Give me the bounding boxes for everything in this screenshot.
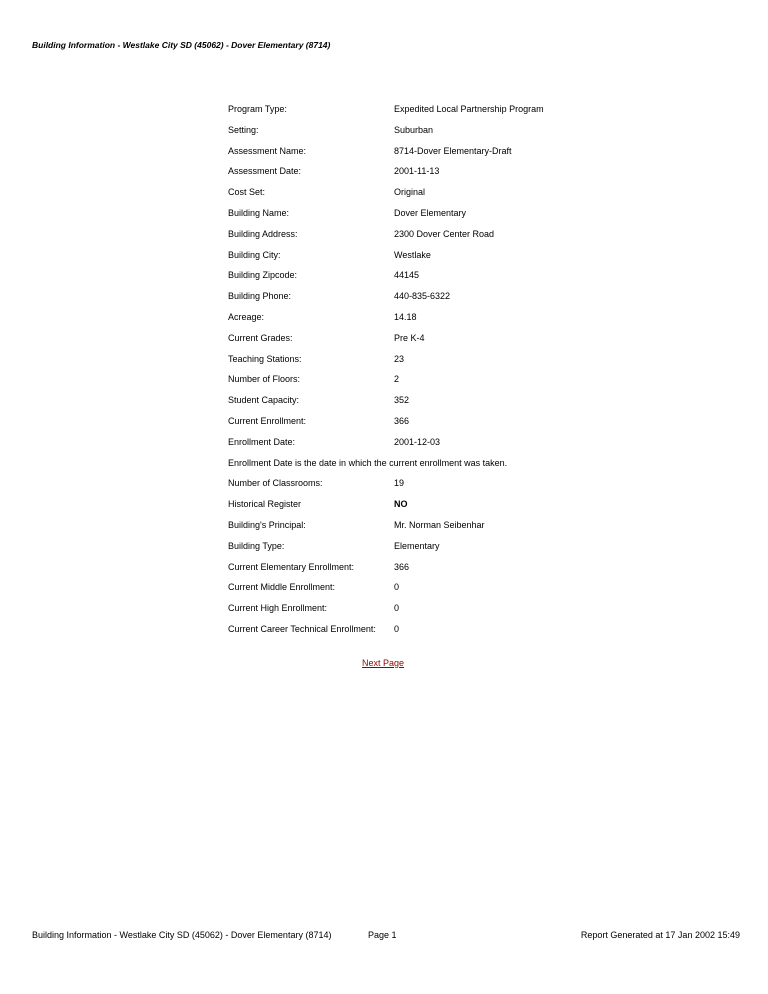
info-value: 2001-11-13 [394,166,440,177]
info-row [228,329,688,350]
info-row [228,495,688,516]
info-row [228,412,688,433]
info-row [228,183,688,204]
info-value: Pre K-4 [394,332,425,343]
info-label: Cost Set: [228,187,266,198]
info-label: Enrollment Date: [228,436,296,447]
info-row [228,100,688,121]
info-label: Building Type: [228,540,285,551]
info-row [228,204,688,225]
info-label: Current Middle Enrollment: [228,582,336,593]
info-row [228,537,688,558]
info-label: Building Phone: [228,291,292,302]
info-label: Current Elementary Enrollment: [228,561,355,572]
info-row [228,246,688,267]
footer-title: Building Information - Westlake City SD (45062) - Dover Elementary (8714) [32,930,332,940]
info-label: Current Enrollment: [228,415,307,426]
enrollment-date-note-text: Enrollment Date is the date in which the current enrollment was taken. [228,457,508,468]
info-row [228,558,688,579]
info-row [228,370,688,391]
building-info-section-1 [228,100,688,454]
info-row [228,225,688,246]
info-label: Number of Floors: [228,374,301,385]
enrollment-date-note [228,454,688,475]
info-value: Dover Elementary [394,207,467,218]
info-value: Original [394,187,426,198]
info-row [228,121,688,142]
info-row [228,287,688,308]
info-row [228,162,688,183]
info-value: 366 [394,415,410,426]
info-value: 19 [394,478,405,489]
info-label: Acreage: [228,311,265,322]
info-value: Westlake [394,249,431,260]
info-row [228,578,688,599]
info-value: NO [394,499,408,510]
footer-page-number: Page 1 [368,930,397,940]
info-value: 14.18 [394,311,417,322]
info-value: 366 [394,561,410,572]
info-row [228,266,688,287]
info-row [228,391,688,412]
page-title: Building Information - Westlake City SD (45062) - Dover Elementary (8714) [32,40,331,50]
info-row [228,308,688,329]
info-label: Current Grades: [228,332,293,343]
info-value: 0 [394,623,400,634]
info-label: Assessment Name: [228,145,307,156]
info-label: Student Capacity: [228,395,300,406]
info-row [228,516,688,537]
info-label: Building's Principal: [228,519,306,530]
info-label: Setting: [228,124,259,135]
next-page-link[interactable]: Next Page [362,658,405,668]
info-value: 44145 [394,270,420,281]
info-value: 0 [394,582,400,593]
info-label: Assessment Date: [228,166,302,177]
info-label: Current High Enrollment: [228,603,328,614]
info-value: 440-835-6322 [394,291,451,302]
info-label: Building Zipcode: [228,270,298,281]
info-label: Historical Register [228,499,302,510]
building-info-section-2 [228,474,688,640]
info-value: Expedited Local Partnership Program [394,104,544,114]
info-row [228,433,688,454]
info-row [228,142,688,163]
info-row [228,620,688,641]
info-label: Current Career Technical Enrollment: [228,623,376,634]
info-label: Building City: [228,249,281,260]
footer-generated-timestamp: Report Generated at 17 Jan 2002 15:49 [580,930,740,940]
info-value: 23 [394,353,405,364]
info-value: Suburban [394,124,434,135]
info-label: Teaching Stations: [228,353,302,364]
info-value: Elementary [394,540,440,551]
info-value: 8714-Dover Elementary-Draft [394,145,512,156]
info-value: 2 [394,374,400,385]
info-label: Building Name: [228,207,290,218]
info-value: Mr. Norman Seibenhar [394,519,485,530]
info-row [228,350,688,371]
info-value: 2001-12-03 [394,436,441,447]
building-info-table [228,100,688,641]
info-row [228,474,688,495]
info-label: Number of Classrooms: [228,478,323,489]
info-label: Program Type: [228,104,287,114]
info-value: 2300 Dover Center Road [394,228,495,239]
info-row [228,599,688,620]
info-value: 0 [394,603,400,614]
info-label: Building Address: [228,228,298,239]
info-value: 352 [394,395,410,406]
